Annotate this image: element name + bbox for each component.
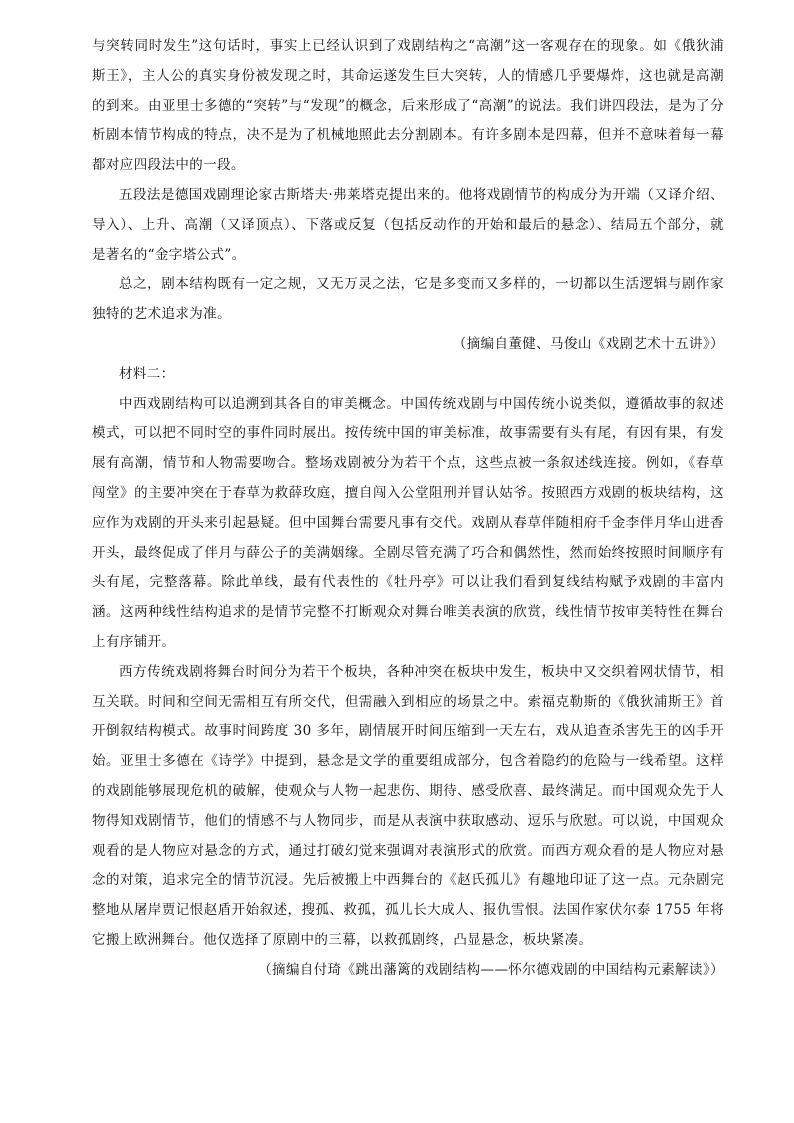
source-citation-2: （摘编自付琦《跳出藩篱的戏剧结构——怀尔德戏剧的中国结构元素解读》） (258, 961, 724, 978)
paragraph-continuation: 与突转同时发生”这句话时，事实上已经认识到了戏剧结构之“高潮”这一客观存在的现象。如《俄狄浦斯王》，主人公的真实身份被发现之时，其命运遂发生巨大突转，人的情感几乎要爆炸，这也就是高潮的到来。由亚里士多德的“突转”与“发现”的概念，后来形成了“高潮”的说法。我们讲四段法，是为了分析剧本情节构成的特点，决不是为了机械地照此去分割剧本。有许多剧本是四幕，但并不意味着每一幕都对应四段法中的一段。 (92, 38, 724, 174)
paragraph-five-act-method: 五段法是德国戏剧理论家古斯塔夫·弗莱塔克提出来的。他将戏剧情节的构成分为开端（又译介绍、导入）、上升、高潮（又译顶点）、下落或反复（包括反动作的开始和最后的悬念）、结局五个部分，就是著名的“金字塔公式”。 (92, 186, 724, 263)
document-body (92, 32, 724, 986)
paragraph-chinese-structure: 中西戏剧结构可以追溯到其各自的审美概念。中国传统戏剧与中国传统小说类似，遵循故事的叙述模式，可以把不同时空的事件同时展出。按传统中国的审美标准，故事需要有头有尾，有因有果，有发展有高潮，情节和人物需要吻合。整场戏剧被分为若干个点，这些点被一条叙述线连接。例如，《春草闯堂》的主要冲突在于春草为救薛玫庭，擅自闯入公堂阻刑并冒认姑爷。按照西方戏剧的板块结构，这应作为戏剧的开头来引起悬疑。但中国舞台需要凡事有交代。戏剧从春草伴随相府千金李伴月华山进香开头，最终促成了伴月与薛公子的美满姻缘。全剧尽管充满了巧合和偶然性，然而始终按照时间顺序有头有尾，完整落幕。除此单线，最有代表性的《牡丹亭》可以让我们看到复线结构赋予戏剧的丰富内涵。这两种线性结构追求的是情节完整不打断观众对舞台唯美表演的欣赏，线性情节按审美特性在舞台上有序铺开。 (92, 395, 724, 650)
paragraph-western-structure: 西方传统戏剧将舞台时间分为若干个板块，各种冲突在板块中发生，板块中又交织着网状情节，相互关联。时间和空间无需相互有所交代，但需融入到相应的场景之中。索福克勒斯的《俄狄浦斯王》首开倒叙结构模式。故事时间跨度 30 多年，剧情展开时间压缩到一天左右，戏从追查杀害先王的凶手开始。亚里士多德在《诗学》中提到，悬念是文学的重要组成部分，包含着隐约的危险与一线希望。这样的戏剧能够展现危机的破解，使观众与人物一起悲伤、期待、感受欣喜、最终满足。而中国观众先于人物得知戏剧情节，他们的情感不与人物同步，而是从表演中获取感动、逗乐与欣慰。可以说，中国观众观看的是人物应对悬念的方式，通过打破幻觉来强调对表演形式的欣赏。而西方观众看的是人物应对悬念的对策，追求完全的情节沉浸。先后被搬上中西舞台的《赵氏孤儿》有趣地印证了这一点。元杂剧完整地从屠岸贾记恨赵盾开始叙述，搜孤、救孤，孤儿长大成人、报仇雪恨。法国作家伏尔泰 1755 年将它搬上欧洲舞台。他仅选择了原剧中的三幕，以救孤剧终，凸显悬念，板块紧凑。 (92, 663, 724, 948)
material-two-label: 材料二： (119, 365, 175, 382)
source-citation-1: （摘编自董健、马俊山《戏剧艺术十五讲》） (452, 335, 724, 352)
paragraph-conclusion: 总之，剧本结构既有一定之规，又无万灵之法，它是多变而又多样的，一切都以生活逻辑与剧作家独特的艺术追求为准。 (92, 276, 724, 323)
